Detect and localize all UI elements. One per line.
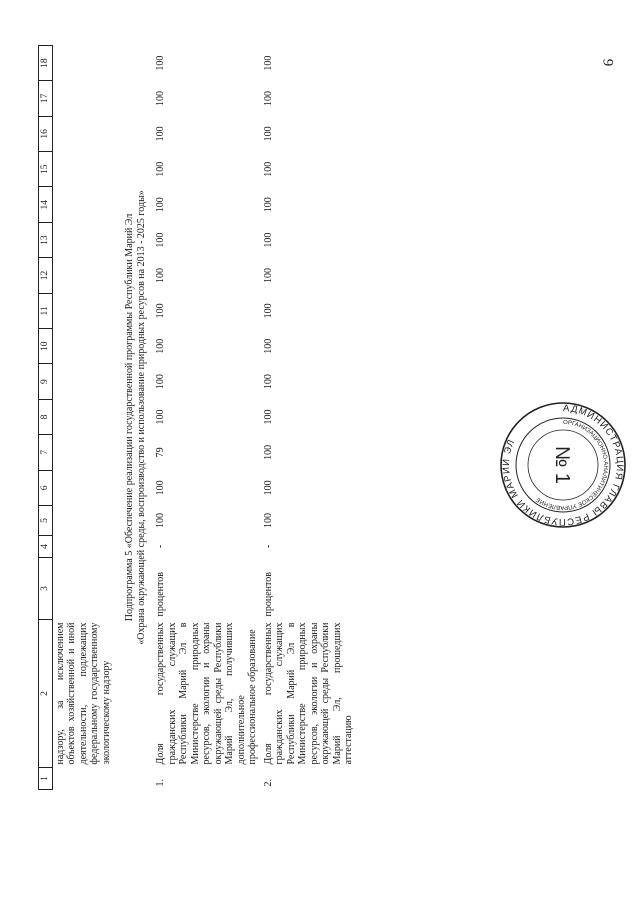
- unit: процентов: [262, 572, 274, 617]
- value-cell: 100: [155, 409, 167, 425]
- header-cell: 5: [39, 506, 53, 536]
- seal-outer-text: АДМИНИСТРАЦИЯ ГЛАВЫ РЕСПУБЛИКИ МАРИЙ ЭЛ: [500, 402, 626, 528]
- header-cell: 14: [39, 187, 53, 222]
- header-cell: 6: [39, 470, 53, 505]
- header-cell: 11: [39, 293, 53, 328]
- header-cell: 16: [39, 116, 53, 151]
- value-cell: -: [262, 544, 274, 549]
- value-cell: 100: [155, 338, 167, 354]
- header-row: [39, 10, 53, 790]
- value-cell: 100: [155, 267, 167, 283]
- value-cell: 79: [155, 447, 167, 458]
- value-cell: 100: [262, 232, 274, 248]
- header-cell: 1: [39, 768, 53, 790]
- header-cell: 15: [39, 152, 53, 187]
- value-cell: 100: [262, 513, 274, 528]
- value-cell: 100: [262, 374, 274, 390]
- official-seal: [498, 400, 628, 530]
- row-number: 2.: [262, 779, 274, 787]
- value-cell: 100: [262, 480, 274, 496]
- header-cell: 8: [39, 399, 53, 434]
- carryover-text: надзору, за исключением объектов хозяйственной и иной деятельности, подлежащих федеральному государственному экологическому надзору: [54, 622, 112, 765]
- value-cell: 100: [155, 197, 167, 213]
- landscape-table-container: [38, 10, 558, 790]
- value-cell: 100: [262, 409, 274, 425]
- unit: процентов: [155, 572, 167, 617]
- header-cell: 9: [39, 364, 53, 399]
- header-cell: 3: [39, 558, 53, 620]
- header-cell: 18: [39, 45, 53, 80]
- subprogram-heading-row: [114, 10, 153, 790]
- value-cell: 100: [262, 161, 274, 177]
- value-cell: 100: [155, 126, 167, 142]
- value-cell: 100: [262, 444, 274, 460]
- value-cell: 100: [155, 55, 167, 71]
- carryover-row: [52, 10, 114, 790]
- header-cell: 2: [39, 620, 53, 768]
- header-cell: 10: [39, 329, 53, 364]
- indicator-name: Доля государственных гражданских служащих Республики Марий Эл в Министерстве природных ресурсов, экологии и охраны окружающей среды Республики Марий Эл, прошедших аттестацию: [262, 622, 355, 765]
- value-cell: 100: [155, 374, 167, 390]
- value-cell: 100: [155, 232, 167, 248]
- value-cell: 100: [262, 303, 274, 319]
- header-cell: 13: [39, 222, 53, 257]
- value-cell: 100: [262, 55, 274, 71]
- value-cell: 100: [262, 197, 274, 213]
- value-cell: 100: [155, 161, 167, 177]
- subprogram-title-line1: Подпрограмма 5 «Обеспечение реализации государственной программы Республики Марий Эл: [124, 213, 136, 622]
- page-number: 9: [598, 58, 615, 67]
- seal-inner-text: ОРГАНИЗАЦИОННО-АНАЛИТИЧЕСКОЕ УПРАВЛЕНИЕ: [535, 419, 609, 511]
- subprogram-title-line2: «Охрана окружающей среды, воспроизводство и использование природных ресурсов на 2013 - 2025 годы»: [135, 190, 147, 645]
- seal-number: № 1: [551, 445, 573, 485]
- row-number: 1.: [155, 779, 167, 787]
- value-cell: 100: [262, 338, 274, 354]
- value-cell: 100: [155, 303, 167, 319]
- value-cell: 100: [262, 267, 274, 283]
- header-cell: 4: [39, 536, 53, 558]
- value-cell: 100: [155, 513, 167, 528]
- value-cell: 100: [155, 480, 167, 496]
- header-cell: 12: [39, 258, 53, 293]
- indicator-name: Доля государственных гражданских служащих Республики Марий Эл в Министерстве природных ресурсов, экологии и охраны окружающей среды Республики Марий Эл, получивших дополнительное профессиональное образование: [155, 622, 259, 765]
- indicators-table: [38, 10, 357, 790]
- value-cell: 100: [262, 126, 274, 142]
- table-row: [153, 10, 261, 790]
- value-cell: 100: [155, 91, 167, 107]
- header-cell: 7: [39, 435, 53, 470]
- value-cell: -: [155, 544, 167, 549]
- header-cell: 17: [39, 81, 53, 116]
- table-row: [261, 10, 357, 790]
- value-cell: 100: [262, 91, 274, 107]
